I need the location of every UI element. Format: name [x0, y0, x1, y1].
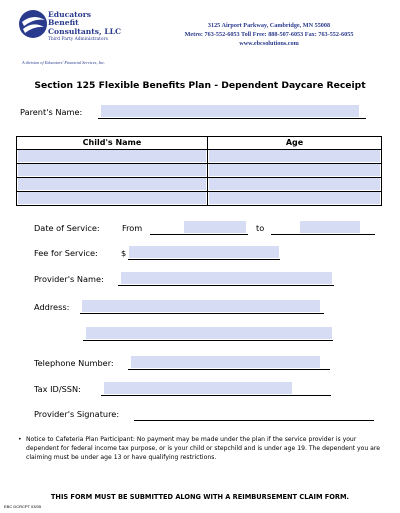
notice-paragraph: • Notice to Cafeteria Plan Participant: No payment may be made under the plan if the service provider is your dependent for federal income tax purpose, or is your child or stepchild and is under age 19. The dependent you are claiming must be under age 13 or have qualifying restrictions.: [18, 436, 380, 461]
child-name-cell[interactable]: [18, 164, 206, 176]
company-phones: Metro: 763-552-6053 Toll Free: 888-507-6053 Fax: 763-552-6055: [184, 31, 354, 38]
fee-label: Fee for Service:: [34, 248, 98, 258]
address-line-2-field[interactable]: [86, 327, 332, 339]
submission-footer: THIS FORM MUST BE SUBMITTED ALONG WITH A REIMBURSEMENT CLAIM FORM.: [50, 493, 350, 501]
telephone-field[interactable]: [131, 356, 320, 368]
parents-name-label: Parent's Name:: [20, 107, 83, 117]
column-header-childs-name: Child's Name: [82, 138, 142, 147]
form-code: EBC DCRCPT 03/05: [4, 504, 42, 509]
bullet-icon: •: [18, 436, 22, 443]
child-age-cell[interactable]: [209, 150, 380, 162]
form-title: Section 125 Flexible Benefits Plan - Dependent Daycare Receipt: [34, 80, 366, 91]
company-name: Educators Benefit Consultants, LLC: [48, 10, 122, 36]
fee-field[interactable]: [129, 246, 279, 258]
address-line-1-field[interactable]: [82, 300, 320, 312]
child-name-cell[interactable]: [18, 178, 206, 190]
company-address: 3125 Airport Parkway, Cambridge, MN 55008: [207, 22, 331, 29]
child-age-cell[interactable]: [209, 164, 380, 176]
company-website: www.ebcsolutions.com: [239, 40, 299, 47]
column-header-age: Age: [285, 138, 304, 147]
signature-line[interactable]: [134, 408, 374, 421]
date-from-field[interactable]: [184, 221, 246, 233]
child-name-cell[interactable]: [18, 192, 206, 204]
ebc-logo-icon: [18, 8, 48, 40]
to-label: to: [256, 223, 265, 233]
from-label: From: [122, 223, 143, 233]
parents-name-field[interactable]: [101, 105, 359, 117]
provider-name-label: Provider's Name:: [34, 274, 104, 284]
signature-label: Provider's Signature:: [34, 409, 120, 419]
telephone-label: Telephone Number:: [34, 358, 114, 368]
division-note: A division of Educators' Financial Services, Inc.: [22, 60, 106, 65]
address-label: Address:: [34, 302, 70, 312]
currency-symbol: $: [121, 248, 127, 258]
children-table: [16, 136, 382, 206]
date-to-field[interactable]: [300, 221, 360, 233]
date-of-service-label: Date of Service:: [34, 223, 100, 233]
company-logo: [18, 8, 158, 58]
company-tagline: Third Party Administrators: [48, 37, 108, 42]
child-age-cell[interactable]: [209, 192, 380, 204]
child-name-cell[interactable]: [18, 150, 206, 162]
tax-id-label: Tax ID/SSN:: [34, 384, 81, 394]
child-age-cell[interactable]: [209, 178, 380, 190]
provider-name-field[interactable]: [121, 272, 332, 284]
tax-id-field[interactable]: [104, 382, 292, 394]
